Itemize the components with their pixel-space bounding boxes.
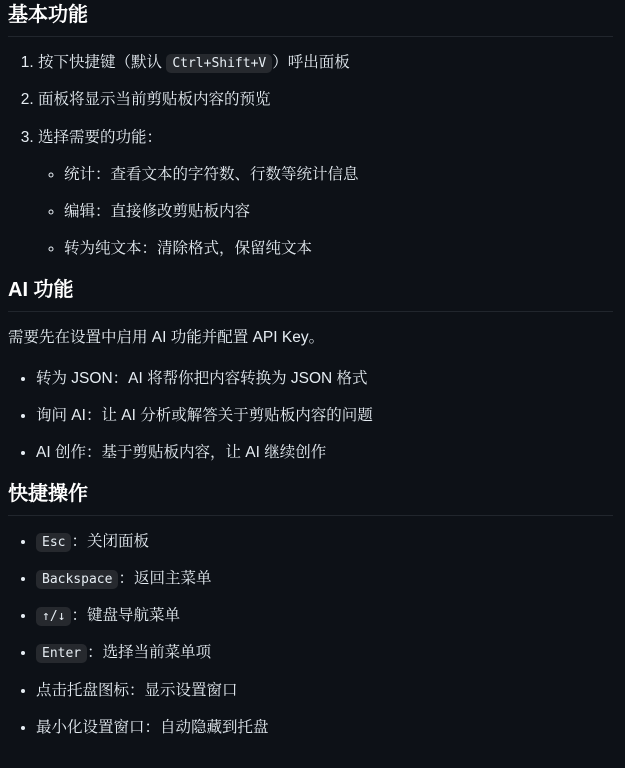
section-basic-features bbox=[8, 0, 613, 261]
list-item bbox=[38, 88, 613, 111]
section-title-shortcuts: 快捷操作 bbox=[8, 482, 88, 505]
shortcut-text: ：键盘导航菜单 bbox=[71, 607, 180, 624]
shortcut-text: 最小化设置窗口：自动隐藏到托盘 bbox=[36, 718, 269, 736]
list-item: • 询问 AI：让 AI 分析或解答关于剪贴板内容的问题 bbox=[36, 404, 613, 427]
list-item: ◦ 统计：查看文本的字符数、行数等统计信息 bbox=[64, 163, 613, 186]
section-ai-features bbox=[8, 275, 613, 465]
list-item bbox=[36, 567, 613, 590]
shortcut-text: ：关闭面板 bbox=[71, 532, 149, 550]
shortcut-text: ：选择当前菜单项 bbox=[87, 644, 212, 662]
section-shortcuts bbox=[8, 479, 613, 740]
list-item: ◦ 编辑：直接修改剪贴板内容 bbox=[64, 200, 613, 223]
step-text-post: ）呼出面板 bbox=[272, 54, 350, 71]
basic-sub-list bbox=[38, 163, 613, 261]
kbd-backspace: Backspace bbox=[36, 570, 118, 589]
kbd-arrows: ↑/↓ bbox=[36, 607, 71, 626]
ai-intro-text: 需要先在设置中启用 AI 功能并配置 API Key。 bbox=[8, 328, 325, 346]
basic-steps-list bbox=[8, 51, 613, 261]
section-title-ai: AI 功能 bbox=[8, 278, 74, 301]
list-item: • AI 创作：基于剪贴板内容，让 AI 继续创作 bbox=[36, 441, 613, 464]
shortcuts-list bbox=[8, 530, 613, 740]
step-text: 选择需要的功能： bbox=[38, 128, 163, 146]
list-item bbox=[38, 51, 613, 74]
list-item: ◦ 转为纯文本：清除格式，保留纯文本 bbox=[64, 237, 613, 260]
shortcut-text: 点击托盘图标：显示设置窗口 bbox=[36, 681, 238, 699]
kbd-esc: Esc bbox=[36, 533, 71, 552]
ai-features-list bbox=[8, 367, 613, 465]
list-item bbox=[36, 679, 613, 702]
list-item bbox=[36, 716, 613, 739]
step-text: 面板将显示当前剪贴板内容的预览 bbox=[38, 91, 271, 109]
shortcut-text: ：返回主菜单 bbox=[118, 569, 212, 587]
kbd-shortcut: Ctrl+Shift+V bbox=[166, 54, 272, 73]
kbd-enter: Enter bbox=[36, 644, 87, 663]
list-item bbox=[38, 126, 613, 261]
list-item: • 转为 JSON：AI 将帮你把内容转换为 JSON 格式 bbox=[36, 367, 613, 390]
list-item bbox=[36, 604, 613, 627]
divider bbox=[8, 36, 613, 37]
step-text-pre: 按下快捷键（默认 bbox=[38, 54, 167, 71]
section-title-basic: 基本功能 bbox=[8, 4, 88, 26]
divider bbox=[8, 311, 613, 312]
divider bbox=[8, 515, 613, 516]
list-item bbox=[36, 641, 613, 664]
list-item bbox=[36, 530, 613, 553]
